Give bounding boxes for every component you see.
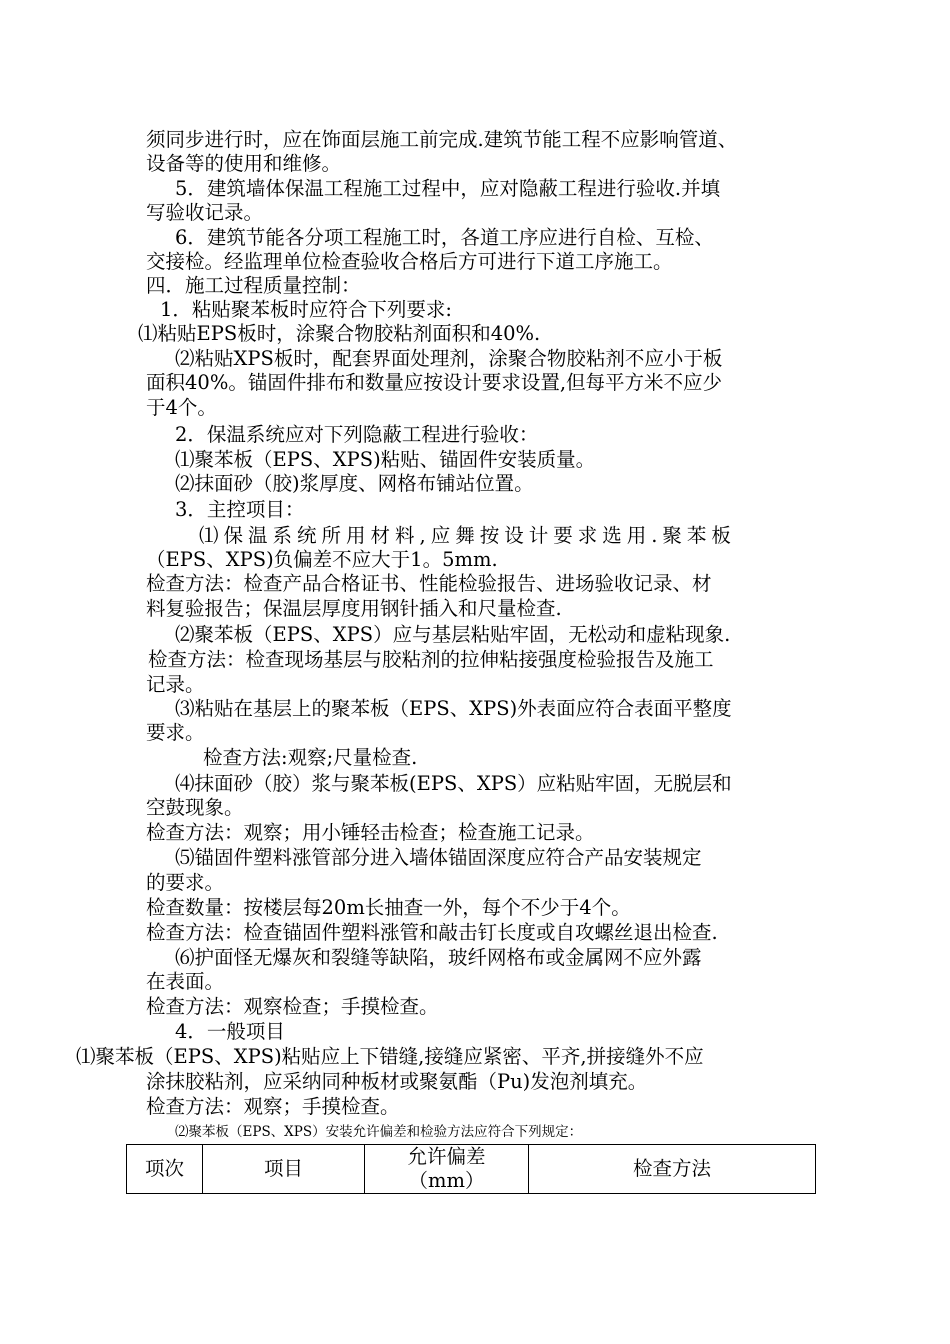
text-line: 检查方法：检查锚固件塑料涨管和敲击钉长度或自攻螺丝退出检查. [146, 921, 718, 944]
text-line: 2．保温系统应对下列隐蔽工程进行验收： [175, 423, 539, 446]
text-line: 检查数量：按楼层每20m长抽查一外，每个不少于4个。 [146, 896, 631, 919]
text-line: 设备等的使用和维修。 [146, 152, 342, 175]
text-line: ⑶粘贴在基层上的聚苯板（EPS、XPS)外表面应符合表面平整度 [175, 697, 732, 720]
text-line: 面积40%。锚固件排布和数量应按设计要求设置,但每平方米不应少 [146, 371, 723, 394]
text-line: 涂抹胶粘剂，应采纳同种板材或聚氨酯（Pu)发泡剂填充。 [146, 1070, 648, 1093]
text-line: 检查方法：观察；手摸检查。 [146, 1095, 400, 1118]
text-line: ⑸锚固件塑料涨管部分进入墙体锚固深度应符合产品安装规定 [175, 846, 702, 869]
header-tolerance-unit: （mm） [408, 1169, 485, 1192]
text-line: 检查方法：检查现场基层与胶粘剂的拉伸粘接强度检验报告及施工 [148, 648, 714, 671]
text-line: 写验收记录。 [146, 201, 264, 224]
text-line: ⑴粘贴EPS板时，涂聚合物胶粘剂面积和40%. [138, 322, 541, 345]
text-line: 6．建筑节能各分项工程施工时，各道工序应进行自检、互检、 [175, 226, 714, 249]
text-line: 5．建筑墙体保温工程施工过程中，应对隐蔽工程进行验收.并填 [175, 177, 721, 200]
text-line: ⑷抹面砂（胶）浆与聚苯板(EPS、XPS）应粘贴牢固，无脱层和 [175, 772, 732, 795]
text-line: 3．主控项目： [175, 498, 305, 521]
text-line: 要求。 [146, 721, 205, 744]
text-line: 须同步进行时，应在饰面层施工前完成.建筑节能工程不应影响管道、 [146, 128, 738, 151]
text-line: 记录。 [146, 673, 205, 696]
text-line: 检查方法：观察检查；手摸检查。 [146, 995, 439, 1018]
text-line: 检查方法:观察;尺量检查. [203, 746, 418, 769]
text-line: 于4个。 [146, 396, 217, 419]
text-line: ⑵粘贴XPS板时，配套界面处理剂，涂聚合物胶粘剂不应小于板 [175, 347, 723, 370]
text-line: ⑴保温系统所用材料,应舞按设计要求选用.聚苯板 [199, 524, 736, 547]
text-line: ⑴聚苯板（EPS、XPS)粘贴应上下错缝,接缝应紧密、平齐,拼接缝外不应 [76, 1045, 704, 1068]
text-line: （EPS、XPS)负偏差不应大于1。5mm. [146, 548, 498, 571]
table-header-row [127, 1145, 816, 1194]
text-line: 1．粘贴聚苯板时应符合下列要求: [160, 298, 452, 321]
table-caption: ⑵聚苯板（EPS、XPS）安装允许偏差和检验方法应符合下列规定： [175, 1124, 583, 1140]
text-line: 在表面。 [146, 970, 225, 993]
text-line: ⑵聚苯板（EPS、XPS）应与基层粘贴牢固，无松动和虚粘现象. [175, 623, 731, 646]
header-tolerance [365, 1145, 529, 1194]
header-inspection-method: 检查方法 [529, 1145, 816, 1194]
header-tolerance-label: 允许偏差 [407, 1145, 486, 1168]
text-line: 检查方法：检查产品合格证书、性能检验报告、进场验收记录、材 [146, 572, 712, 595]
header-item: 项目 [203, 1145, 365, 1194]
text-line: ⑵抹面砂（胶)浆厚度、网格布铺站位置。 [175, 472, 534, 495]
text-line: 交接检。经监理单位检查验收合格后方可进行下道工序施工。 [146, 250, 673, 273]
text-line: ⑴聚苯板（EPS、XPS)粘贴、锚固件安装质量。 [175, 448, 596, 471]
text-line: 空鼓现象。 [146, 796, 244, 819]
text-line: ⑹护面怪无爆灰和裂缝等缺陷，玻纤网格布或金属网不应外露 [175, 946, 702, 969]
section-heading: 4．一般项目 [175, 1020, 285, 1043]
text-line: 料复验报告；保温层厚度用钢针插入和尺量检查. [146, 597, 562, 620]
text-line: 检查方法：观察；用小锤轻击检查；检查施工记录。 [146, 821, 595, 844]
header-item-number: 项次 [127, 1145, 203, 1194]
tolerance-table [126, 1144, 816, 1194]
section-heading: 四．施工过程质量控制： [146, 274, 361, 297]
text-line: 的要求。 [146, 871, 225, 894]
